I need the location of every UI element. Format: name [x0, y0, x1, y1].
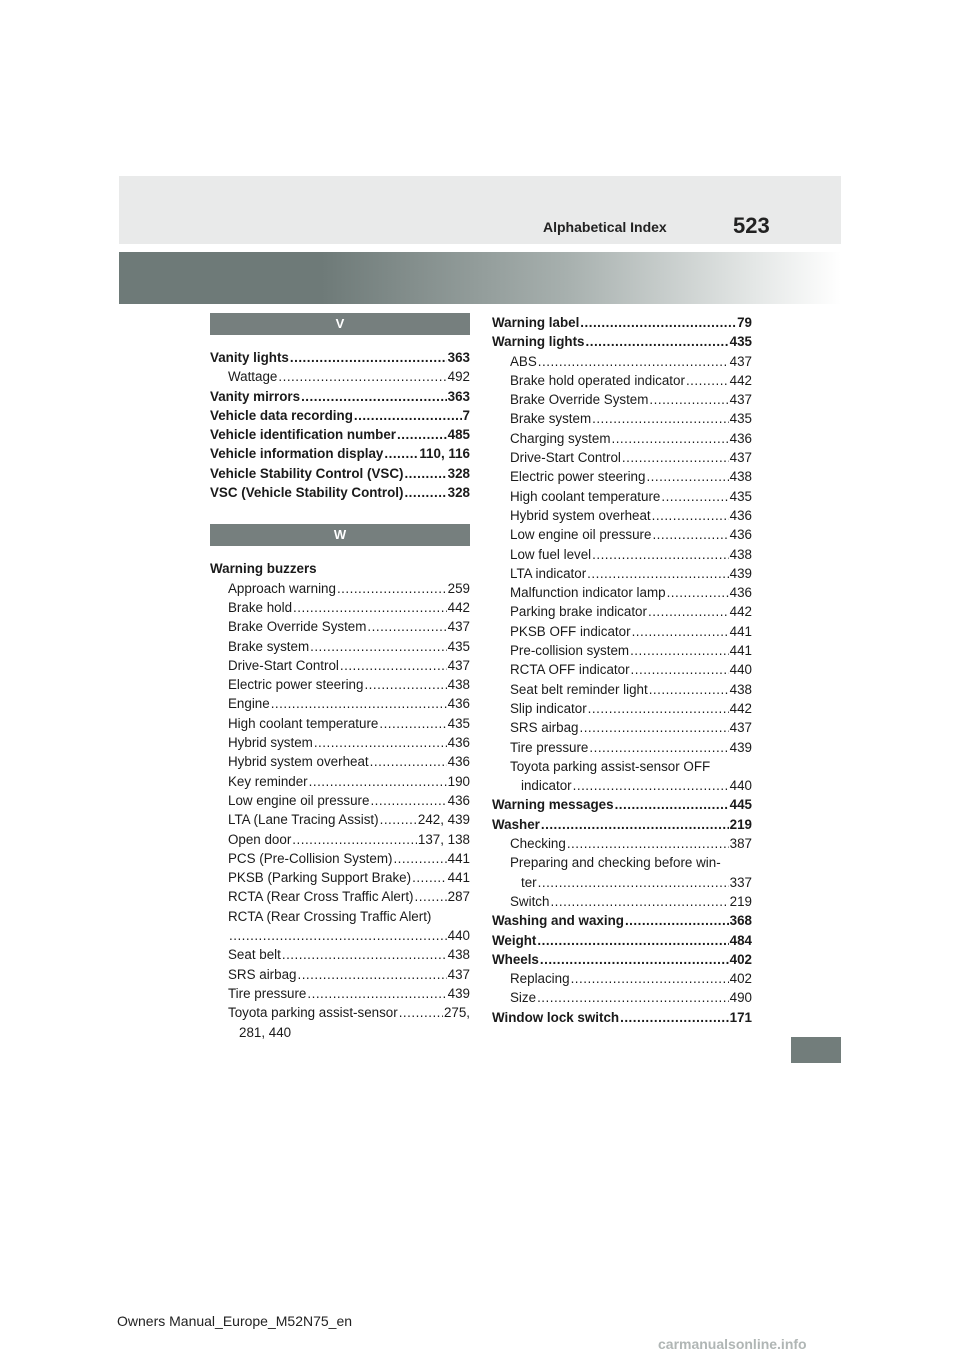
index-subentry: Electric power steering ..... 438: [492, 467, 752, 486]
index-subentry: PKSB OFF indicator ..... 441: [492, 622, 752, 641]
index-entry: VSC (Vehicle Stability Control) ..... 328: [210, 483, 470, 502]
index-subentry: LTA (Lane Tracing Assist) ..... 242, 439: [210, 810, 470, 829]
section-header-w: W: [210, 524, 470, 546]
index-subentry: Tire pressure ..... 439: [210, 984, 470, 1003]
index-subentry: Engine ..... 436: [210, 694, 470, 713]
index-subentry-label: Preparing and checking before win-: [510, 855, 721, 871]
index-entry: Vanity lights ..... 363: [210, 348, 470, 367]
index-subentry: SRS airbag ..... 437: [492, 718, 752, 737]
index-subentry: RCTA OFF indicator ..... 440: [492, 660, 752, 679]
index-subentry: LTA indicator ..... 439: [492, 564, 752, 583]
index-subentry: Brake hold ..... 442: [210, 598, 470, 617]
index-subentry: Drive-Start Control ..... 437: [492, 448, 752, 467]
index-subentry: Size ..... 490: [492, 988, 752, 1007]
index-entry: Weight ..... 484: [492, 931, 752, 950]
index-subentry-label: RCTA (Rear Crossing Traffic Alert): [228, 908, 432, 924]
index-subentry: Replacing ..... 402: [492, 969, 752, 988]
watermark: carmanualsonline.info: [658, 1336, 807, 1352]
index-subentry: Drive-Start Control ..... 437: [210, 656, 470, 675]
index-subentry-continuation: ..... 440: [210, 926, 470, 945]
index-subentry: Key reminder ..... 190: [210, 772, 470, 791]
index-column-right: [492, 313, 752, 1027]
index-subentry: Electric power steering ..... 438: [210, 675, 470, 694]
index-subentry: Brake system ..... 435: [210, 637, 470, 656]
index-entry: Vehicle Stability Control (VSC) ..... 328: [210, 464, 470, 483]
index-subentry: High coolant temperature ..... 435: [492, 487, 752, 506]
index-subentry-label: Toyota parking assist-sensor OFF: [510, 758, 711, 774]
index-subentry: Brake system ..... 435: [492, 409, 752, 428]
index-subentry: Low fuel level ..... 438: [492, 545, 752, 564]
index-entry: Warning lights ..... 435: [492, 332, 752, 351]
index-subentry: Hybrid system ..... 436: [210, 733, 470, 752]
index-subentry: SRS airbag ..... 437: [210, 965, 470, 984]
index-subentry: Brake hold operated indicator ..... 442: [492, 371, 752, 390]
index-column-left: [210, 313, 470, 1042]
index-subentry: Slip indicator ..... 442: [492, 699, 752, 718]
section-header-v: V: [210, 313, 470, 335]
index-entry: Vehicle data recording ..... 7: [210, 406, 470, 425]
index-entry: Washer ..... 219: [492, 815, 752, 834]
index-subentry: Brake Override System ..... 437: [492, 390, 752, 409]
index-subentry: Parking brake indicator ..... 442: [492, 602, 752, 621]
index-subentry-continuation: ter ..... 337: [492, 873, 752, 892]
page-title: Alphabetical Index: [543, 219, 667, 235]
index-subentry: Hybrid system overheat ..... 436: [210, 752, 470, 771]
index-entry: Window lock switch ..... 171: [492, 1008, 752, 1027]
index-entry: Warning buzzers: [210, 561, 317, 577]
index-subentry: Malfunction indicator lamp ..... 436: [492, 583, 752, 602]
index-subentry-continuation: 281, 440: [239, 1024, 292, 1040]
index-subentry-continuation: indicator ..... 440: [492, 776, 752, 795]
index-subentry: Low engine oil pressure ..... 436: [492, 525, 752, 544]
footer-document-title: Owners Manual_Europe_M52N75_en: [117, 1313, 353, 1329]
index-subentry: Approach warning ..... 259: [210, 579, 470, 598]
index-subentry: Open door ..... 137, 138: [210, 830, 470, 849]
index-entry: Warning label ..... 79: [492, 313, 752, 332]
index-subentry: Switch ..... 219: [492, 892, 752, 911]
index-entry: Washing and waxing ..... 368: [492, 911, 752, 930]
index-subentry: High coolant temperature ..... 435: [210, 714, 470, 733]
index-subentry: Checking ..... 387: [492, 834, 752, 853]
index-subentry: Low engine oil pressure ..... 436: [210, 791, 470, 810]
index-entry: Vehicle identification number ..... 485: [210, 425, 470, 444]
index-subentry: Toyota parking assist-sensor ..... 275,: [210, 1003, 470, 1022]
index-subentry: PKSB (Parking Support Brake) ..... 441: [210, 868, 470, 887]
index-subentry: Seat belt ..... 438: [210, 945, 470, 964]
index-entry: Vehicle information display ..... 110, 116: [210, 444, 470, 463]
index-subentry: Pre-collision system ..... 441: [492, 641, 752, 660]
header-gradient-band: [119, 252, 841, 304]
index-entry: Vanity mirrors ..... 363: [210, 387, 470, 406]
index-subentry: Seat belt reminder light ..... 438: [492, 680, 752, 699]
index-entry: Wheels ..... 402: [492, 950, 752, 969]
index-subentry: RCTA (Rear Cross Traffic Alert) ..... 287: [210, 887, 470, 906]
page-number: 523: [733, 213, 770, 238]
index-subentry: PCS (Pre-Collision System) ..... 441: [210, 849, 470, 868]
index-entry: Warning messages ..... 445: [492, 795, 752, 814]
index-subentry: Brake Override System ..... 437: [210, 617, 470, 636]
chapter-side-tab: [791, 1037, 841, 1063]
index-subentry: ABS ..... 437: [492, 352, 752, 371]
index-subentry: Hybrid system overheat ..... 436: [492, 506, 752, 525]
index-subentry: Charging system ..... 436: [492, 429, 752, 448]
index-subentry: Tire pressure ..... 439: [492, 738, 752, 757]
index-subentry: Wattage ..... 492: [210, 367, 470, 386]
